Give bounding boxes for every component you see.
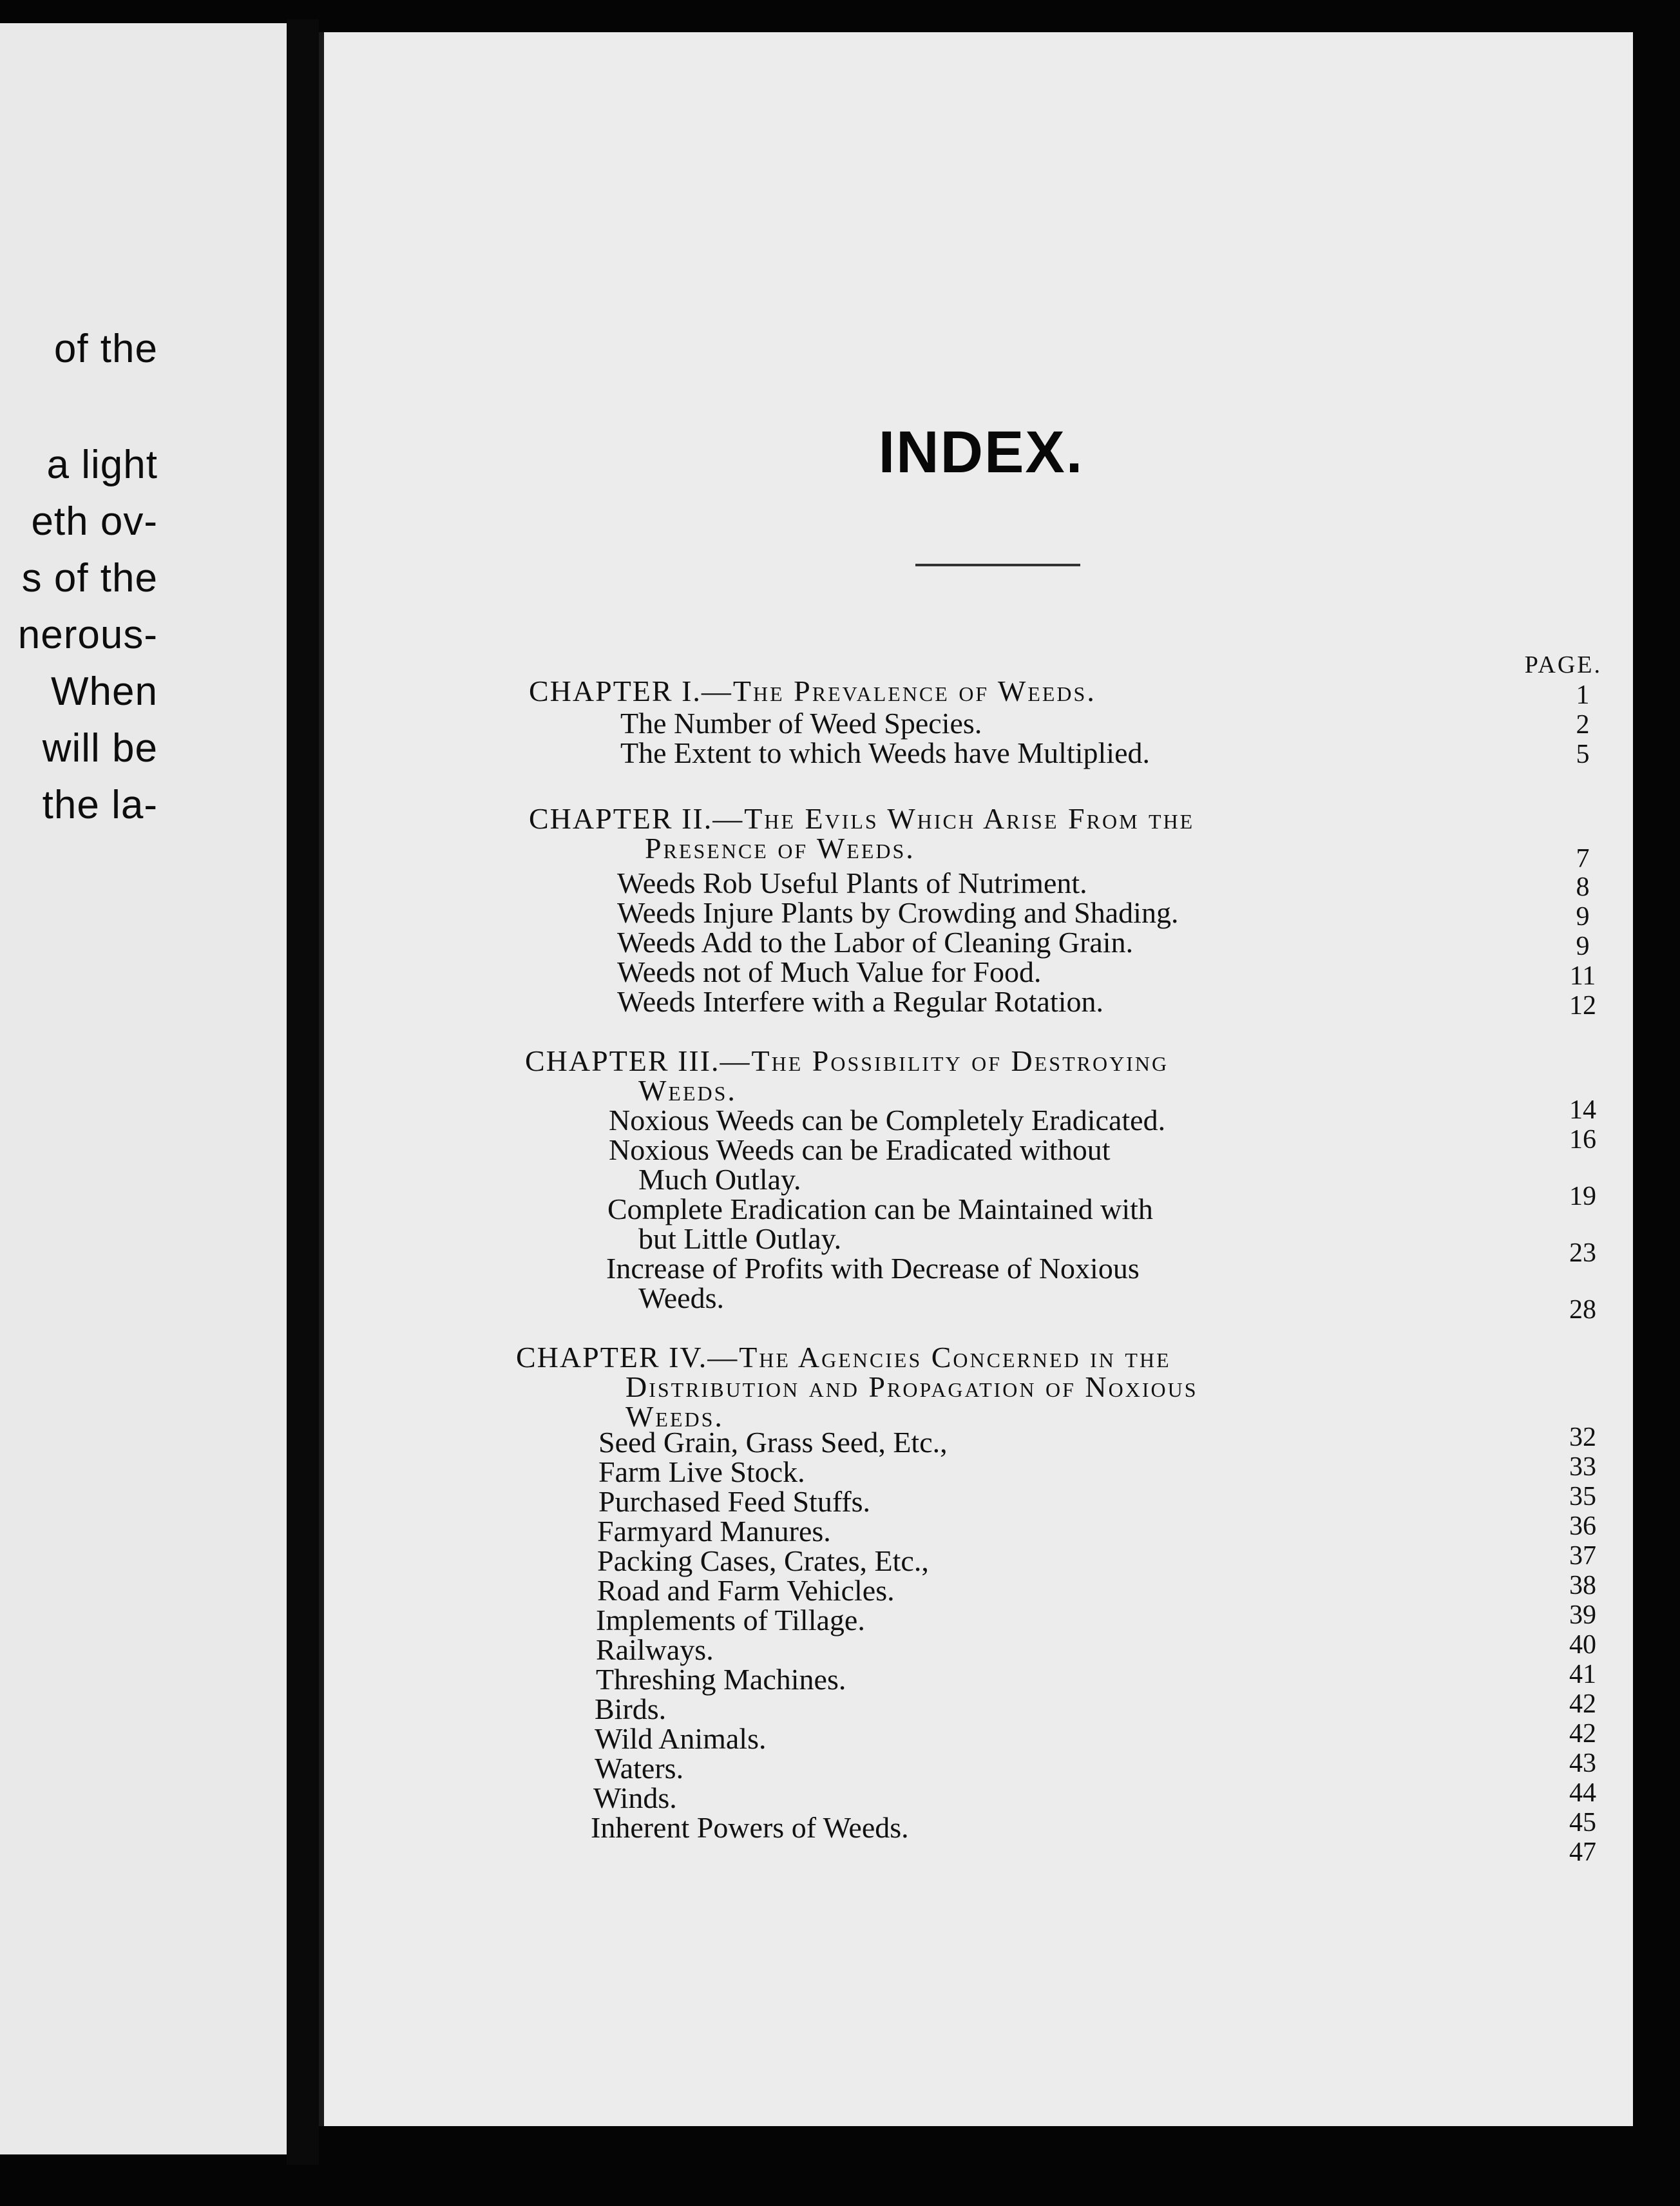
chapter-heading <box>529 804 1194 834</box>
page-number: 38 <box>1569 1571 1596 1600</box>
page-number: 35 <box>1569 1482 1596 1511</box>
page-number: 19 <box>1569 1182 1596 1211</box>
index-entry: Complete Eradication can be Maintained with <box>607 1193 1153 1225</box>
page-number: 33 <box>1569 1452 1596 1482</box>
left-page-line: s of the <box>21 556 158 600</box>
page-number: 43 <box>1569 1749 1596 1778</box>
chapter-heading <box>529 676 1096 706</box>
left-page-line: of the <box>53 327 158 371</box>
chapter-title: —The Agencies Concerned in the <box>707 1341 1171 1374</box>
index-entry: Increase of Profits with Decrease of Noxious <box>606 1252 1140 1285</box>
page-number: 9 <box>1576 902 1590 932</box>
page-number: 37 <box>1569 1541 1596 1571</box>
scan-border <box>1633 0 1680 2206</box>
left-page-line: eth ov- <box>31 499 158 544</box>
chapter-title-continued: Presence of Weeds. <box>645 832 915 865</box>
index-entry: The Number of Weed Species. <box>620 707 982 740</box>
chapter-title: —The Evils Which Arise From the <box>712 802 1195 835</box>
chapter-label: CHAPTER I. <box>529 675 702 707</box>
index-entry: Weeds Rob Useful Plants of Nutriment. <box>617 867 1087 899</box>
index-entry-continued: Much Outlay. <box>638 1163 801 1196</box>
index-entry: The Extent to which Weeds have Multiplied. <box>620 736 1150 769</box>
index-entry: Noxious Weeds can be Eradicated without <box>609 1133 1111 1166</box>
page-number: 45 <box>1569 1808 1596 1837</box>
page-number: 40 <box>1569 1630 1596 1660</box>
page-number: 16 <box>1569 1125 1596 1155</box>
page-number: 12 <box>1569 991 1596 1021</box>
index-entry: Farmyard Manures. <box>597 1515 831 1548</box>
page-number: 7 <box>1576 844 1590 874</box>
chapter-label: CHAPTER IV. <box>516 1341 708 1374</box>
left-page-line: When <box>51 669 158 714</box>
page-number: 8 <box>1576 872 1590 902</box>
title-divider <box>915 564 1080 566</box>
page-number: 9 <box>1576 932 1590 961</box>
index-entry: Threshing Machines. <box>596 1663 846 1696</box>
index-entry: Implements of Tillage. <box>596 1604 865 1636</box>
facing-page-fragment <box>0 23 287 2154</box>
page-number: 28 <box>1569 1295 1596 1325</box>
index-entry: Noxious Weeds can be Completely Eradicated. <box>609 1104 1166 1137</box>
chapter-heading <box>525 1046 1169 1076</box>
page-number: 47 <box>1569 1837 1596 1867</box>
page-number: 11 <box>1569 961 1596 991</box>
chapter-title: —The Prevalence of Weeds. <box>701 675 1096 707</box>
page-number: 1 <box>1576 680 1590 710</box>
page-number: 14 <box>1569 1095 1596 1125</box>
index-entry: Road and Farm Vehicles. <box>597 1574 895 1607</box>
page-number: 2 <box>1576 710 1590 740</box>
page-number: 32 <box>1569 1423 1596 1452</box>
page-number: 36 <box>1569 1511 1596 1541</box>
index-entry: Farm Live Stock. <box>598 1455 805 1488</box>
page-number: 39 <box>1569 1600 1596 1630</box>
page-number: 44 <box>1569 1778 1596 1808</box>
index-entry-continued: Weeds. <box>638 1281 724 1314</box>
index-entry: Seed Grain, Grass Seed, Etc., <box>598 1426 948 1459</box>
index-entry: Wild Animals. <box>595 1722 767 1755</box>
page-number: 23 <box>1569 1238 1596 1268</box>
index-page <box>319 32 1633 2126</box>
index-entry: Weeds Interfere with a Regular Rotation. <box>617 985 1104 1018</box>
index-entry: Railways. <box>596 1633 714 1666</box>
chapter-title-continued: Weeds. <box>625 1400 724 1433</box>
chapter-title-continued: Weeds. <box>638 1074 737 1107</box>
index-entry: Packing Cases, Crates, Etc., <box>597 1544 929 1577</box>
page-column-header: PAGE. <box>1524 651 1602 678</box>
page-number: 42 <box>1569 1719 1596 1749</box>
page-number: 41 <box>1569 1660 1596 1689</box>
index-entry: Weeds Injure Plants by Crowding and Shading. <box>617 896 1179 929</box>
page-number: 5 <box>1576 740 1590 769</box>
left-page-line: nerous- <box>17 613 158 657</box>
left-page-line: the la- <box>42 783 158 827</box>
index-entry: Weeds Add to the Labor of Cleaning Grain. <box>617 926 1134 959</box>
page-number: 42 <box>1569 1689 1596 1719</box>
index-entry: Waters. <box>595 1752 684 1785</box>
index-entry: Birds. <box>595 1693 667 1725</box>
index-entry: Weeds not of Much Value for Food. <box>617 955 1042 988</box>
left-page-line: a light <box>46 443 158 487</box>
index-entry: Winds. <box>593 1781 677 1814</box>
chapter-label: CHAPTER III. <box>525 1044 720 1077</box>
chapter-label: CHAPTER II. <box>529 802 713 835</box>
index-entry-continued: but Little Outlay. <box>638 1222 842 1255</box>
book-gutter <box>287 19 319 2165</box>
index-entry: Inherent Powers of Weeds. <box>591 1811 909 1844</box>
chapter-heading <box>516 1343 1171 1372</box>
page-title: INDEX. <box>878 419 1084 485</box>
chapter-title: —The Possibility of Destroying <box>720 1044 1169 1077</box>
chapter-title-continued: Distribution and Propagation of Noxious <box>625 1370 1198 1403</box>
index-entry: Purchased Feed Stuffs. <box>598 1485 871 1518</box>
left-page-line: will be <box>42 726 158 771</box>
